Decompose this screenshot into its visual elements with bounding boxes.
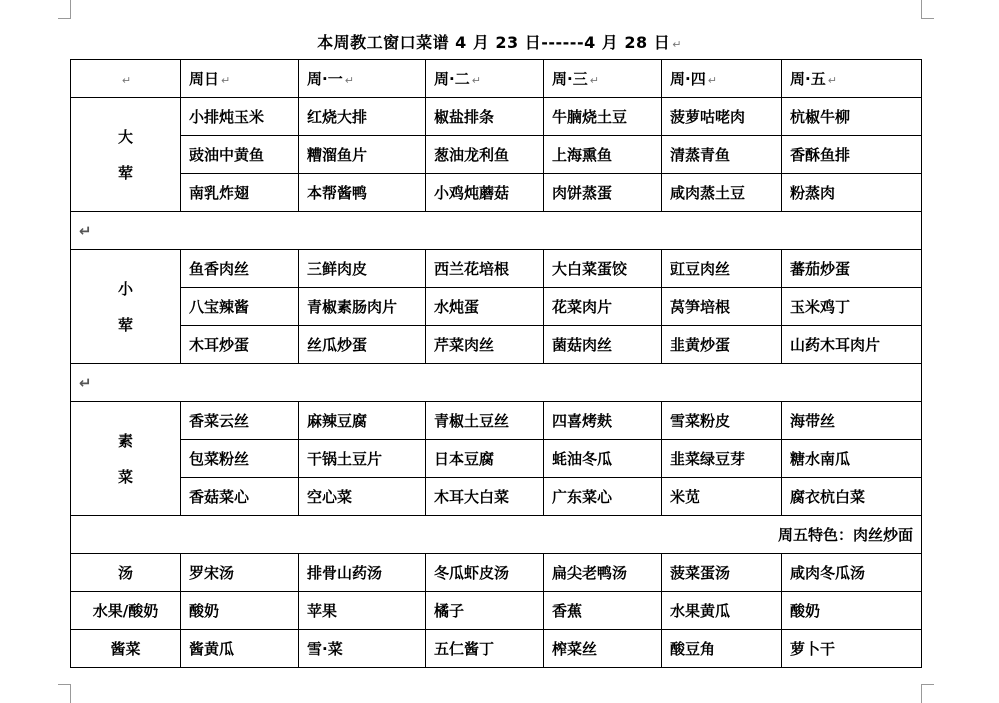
dish-cell: 麻辣豆腐 bbox=[299, 402, 426, 440]
spacer-row bbox=[71, 364, 922, 402]
day-header: 周·二 ↵ bbox=[426, 60, 544, 98]
dish-cell: 豇豆肉丝 bbox=[662, 250, 782, 288]
dish-cell: 菠菜蛋汤 bbox=[662, 554, 782, 592]
paragraph-mark: ↵ bbox=[672, 38, 682, 51]
dish-cell: 水炖蛋 bbox=[426, 288, 544, 326]
dish-cell: 雪·菜 bbox=[299, 630, 426, 668]
crop-mark-bottom-left bbox=[58, 684, 71, 703]
day-header: 周·四 ↵ bbox=[662, 60, 782, 98]
dish-cell: 芹菜肉丝 bbox=[426, 326, 544, 364]
dish-cell: 蕃茄炒蛋 bbox=[782, 250, 922, 288]
dish-cell: 小鸡炖蘑菇 bbox=[426, 174, 544, 212]
dish-cell: 日本豆腐 bbox=[426, 440, 544, 478]
day-header: 周·五 ↵ bbox=[782, 60, 922, 98]
dish-cell: 橘子 bbox=[426, 592, 544, 630]
dish-cell: 椒盐排条 bbox=[426, 98, 544, 136]
paragraph-mark: ↵ bbox=[121, 73, 132, 87]
dish-cell: 苹果 bbox=[299, 592, 426, 630]
dish-cell: 海带丝 bbox=[782, 402, 922, 440]
dish-cell: 南乳炸翅 bbox=[181, 174, 299, 212]
category-pickles: 酱菜 bbox=[71, 630, 181, 668]
dish-cell: 三鲜肉皮 bbox=[299, 250, 426, 288]
category-small-meat: 小 荤 bbox=[71, 250, 181, 364]
dish-cell: 香蕉 bbox=[544, 592, 662, 630]
special-note: 周五特色：肉丝炒面 bbox=[71, 516, 922, 554]
special-note-row bbox=[71, 516, 922, 554]
dish-cell: 小排炖玉米 bbox=[181, 98, 299, 136]
crop-mark-bottom-right bbox=[921, 684, 934, 703]
category-big-meat: 大 荤 bbox=[71, 98, 181, 212]
dish-cell: 肉饼蒸蛋 bbox=[544, 174, 662, 212]
dish-cell: 香菜云丝 bbox=[181, 402, 299, 440]
dish-cell: 牛腩烧土豆 bbox=[544, 98, 662, 136]
spacer-row bbox=[71, 212, 922, 250]
dish-cell: 香酥鱼排 bbox=[782, 136, 922, 174]
dish-cell: 广东菜心 bbox=[544, 478, 662, 516]
day-header: 周·一 ↵ bbox=[299, 60, 426, 98]
category-vegetable: 素 菜 bbox=[71, 402, 181, 516]
dish-cell: 酱黄瓜 bbox=[181, 630, 299, 668]
dish-cell: 杭椒牛柳 bbox=[782, 98, 922, 136]
day-header: 周日 ↵ bbox=[181, 60, 299, 98]
dish-cell: 扁尖老鸭汤 bbox=[544, 554, 662, 592]
dish-cell: 酸豆角 bbox=[662, 630, 782, 668]
dish-cell: 罗宋汤 bbox=[181, 554, 299, 592]
dish-cell: 本帮酱鸭 bbox=[299, 174, 426, 212]
dish-cell: 冬瓜虾皮汤 bbox=[426, 554, 544, 592]
header-row bbox=[71, 60, 922, 98]
menu-table bbox=[70, 59, 922, 668]
dish-cell: 八宝辣酱 bbox=[181, 288, 299, 326]
dish-cell: 花菜肉片 bbox=[544, 288, 662, 326]
dish-cell: 大白菜蛋饺 bbox=[544, 250, 662, 288]
dish-cell: 萝卜干 bbox=[782, 630, 922, 668]
dish-cell: 韭黄炒蛋 bbox=[662, 326, 782, 364]
table-row bbox=[71, 630, 922, 668]
spacer-cell: ↵ bbox=[71, 212, 922, 250]
dish-cell: 水果黄瓜 bbox=[662, 592, 782, 630]
dish-cell: 葱油龙利鱼 bbox=[426, 136, 544, 174]
dish-cell: 排骨山药汤 bbox=[299, 554, 426, 592]
dish-cell: 青椒素肠肉片 bbox=[299, 288, 426, 326]
page-title: 本周教工窗口菜谱 4 月 23 日------4 月 28 日 ↵ bbox=[317, 33, 682, 52]
dish-cell: 西兰花培根 bbox=[426, 250, 544, 288]
dish-cell: 豉油中黄鱼 bbox=[181, 136, 299, 174]
table-row bbox=[71, 592, 922, 630]
dish-cell: 糖水南瓜 bbox=[782, 440, 922, 478]
dish-cell: 木耳炒蛋 bbox=[181, 326, 299, 364]
table-row bbox=[71, 136, 922, 174]
dish-cell: 腐衣杭白菜 bbox=[782, 478, 922, 516]
dish-cell: 木耳大白菜 bbox=[426, 478, 544, 516]
day-header: 周·三 ↵ bbox=[544, 60, 662, 98]
dish-cell: 糟溜鱼片 bbox=[299, 136, 426, 174]
dish-cell: 包菜粉丝 bbox=[181, 440, 299, 478]
dish-cell: 干锅土豆片 bbox=[299, 440, 426, 478]
table-row bbox=[71, 402, 922, 440]
dish-cell: 四喜烤麸 bbox=[544, 402, 662, 440]
dish-cell: 香菇菜心 bbox=[181, 478, 299, 516]
table-row bbox=[71, 288, 922, 326]
dish-cell: 莴笋培根 bbox=[662, 288, 782, 326]
dish-cell: 玉米鸡丁 bbox=[782, 288, 922, 326]
table-row bbox=[71, 440, 922, 478]
dish-cell: 清蒸青鱼 bbox=[662, 136, 782, 174]
crop-mark-top-right bbox=[921, 0, 934, 19]
category-fruit-yogurt: 水果/酸奶 bbox=[71, 592, 181, 630]
dish-cell: 鱼香肉丝 bbox=[181, 250, 299, 288]
table-row bbox=[71, 326, 922, 364]
dish-cell: 菠萝咕咾肉 bbox=[662, 98, 782, 136]
dish-cell: 五仁酱丁 bbox=[426, 630, 544, 668]
dish-cell: 酸奶 bbox=[782, 592, 922, 630]
spacer-cell: ↵ bbox=[71, 364, 922, 402]
dish-cell: 韭菜绿豆芽 bbox=[662, 440, 782, 478]
dish-cell: 米苋 bbox=[662, 478, 782, 516]
dish-cell: 雪菜粉皮 bbox=[662, 402, 782, 440]
dish-cell: 红烧大排 bbox=[299, 98, 426, 136]
dish-cell: 菌菇肉丝 bbox=[544, 326, 662, 364]
dish-cell: 山药木耳肉片 bbox=[782, 326, 922, 364]
crop-mark-top-left bbox=[58, 0, 71, 19]
table-row bbox=[71, 98, 922, 136]
dish-cell: 榨菜丝 bbox=[544, 630, 662, 668]
dish-cell: 丝瓜炒蛋 bbox=[299, 326, 426, 364]
dish-cell: 上海熏鱼 bbox=[544, 136, 662, 174]
dish-cell: 酸奶 bbox=[181, 592, 299, 630]
table-row bbox=[71, 478, 922, 516]
corner-cell bbox=[71, 60, 181, 98]
dish-cell: 咸肉蒸土豆 bbox=[662, 174, 782, 212]
category-soup: 汤 bbox=[71, 554, 181, 592]
table-row bbox=[71, 250, 922, 288]
dish-cell: 青椒土豆丝 bbox=[426, 402, 544, 440]
dish-cell: 蚝油冬瓜 bbox=[544, 440, 662, 478]
table-row bbox=[71, 174, 922, 212]
dish-cell: 空心菜 bbox=[299, 478, 426, 516]
dish-cell: 粉蒸肉 bbox=[782, 174, 922, 212]
dish-cell: 咸肉冬瓜汤 bbox=[782, 554, 922, 592]
table-row bbox=[71, 554, 922, 592]
